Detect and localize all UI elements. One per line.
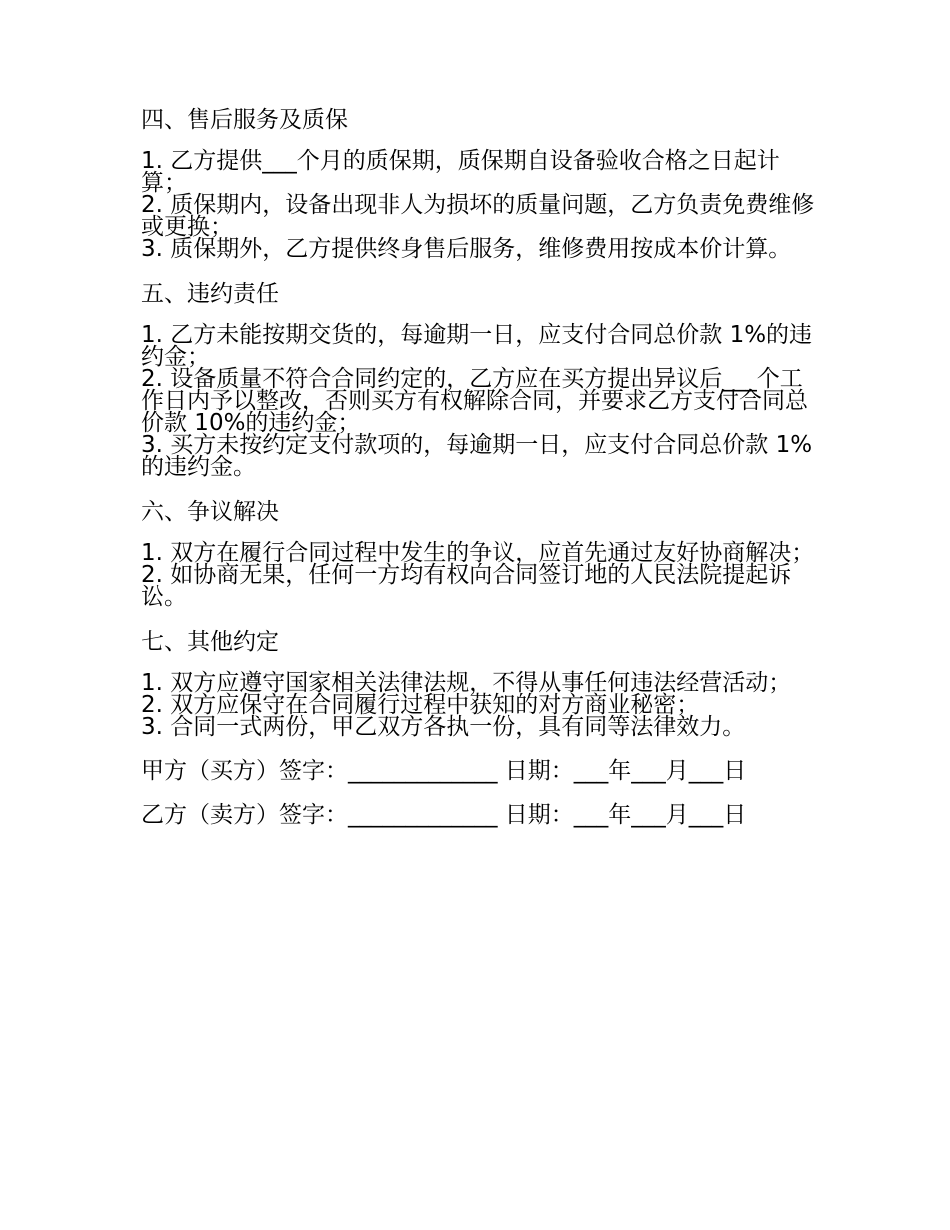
signature-line-party-a: 甲方（买方）签字：_____________ 日期：___年___月___日	[141, 758, 747, 784]
section-heading: 七、其他约定	[141, 629, 279, 655]
clause-item: 2. 设备质量不符合合同约定的，乙方应在买方提出异议后___个工作日内予以整改，否则买方有权解除合同，并要求乙方支付合同总价款 10%的违约金；	[141, 366, 808, 436]
section-after-sales	[141, 104, 821, 260]
clause-item: 3. 买方未按约定支付款项的，每逾期一日，应支付合同总价款 1%的违约金。	[141, 432, 813, 480]
signature-line-party-b: 乙方（卖方）签字：_____________ 日期：___年___月___日	[141, 802, 747, 828]
section-items	[141, 150, 821, 260]
section-liability	[141, 278, 821, 478]
clause-item: 3. 质保期外，乙方提供终身售后服务，维修费用按成本价计算。	[141, 236, 792, 262]
section-items	[141, 324, 821, 478]
section-heading: 六、争议解决	[141, 499, 279, 525]
clause-item: 1. 双方应遵守国家相关法律法规，不得从事任何违法经营活动；	[141, 670, 792, 696]
clause-item: 3. 合同一式两份，甲乙双方各执一份，具有同等法律效力。	[141, 714, 746, 740]
section-items	[141, 672, 821, 738]
clause-item: 1. 乙方提供___个月的质保期，质保期自设备验收合格之日起计算；	[141, 148, 780, 196]
section-heading: 四、售后服务及质保	[141, 107, 348, 133]
clause-item: 1. 乙方未能按期交货的，每逾期一日，应支付合同总价款 1%的违约金；	[141, 322, 813, 370]
contract-page	[141, 104, 821, 844]
clause-item: 2. 双方应保守在合同履行过程中获知的对方商业秘密；	[141, 692, 700, 718]
section-heading: 五、违约责任	[141, 281, 279, 307]
clause-item: 2. 质保期内，设备出现非人为损坏的质量问题，乙方负责免费维修或更换；	[141, 192, 815, 240]
section-dispute	[141, 496, 821, 608]
clause-item: 2. 如协商无果，任何一方均有权向合同签订地的人民法院提起诉讼。	[141, 562, 792, 610]
clause-item: 1. 双方在履行合同过程中发生的争议，应首先通过友好协商解决；	[141, 540, 815, 566]
section-other	[141, 626, 821, 738]
section-items	[141, 542, 821, 608]
